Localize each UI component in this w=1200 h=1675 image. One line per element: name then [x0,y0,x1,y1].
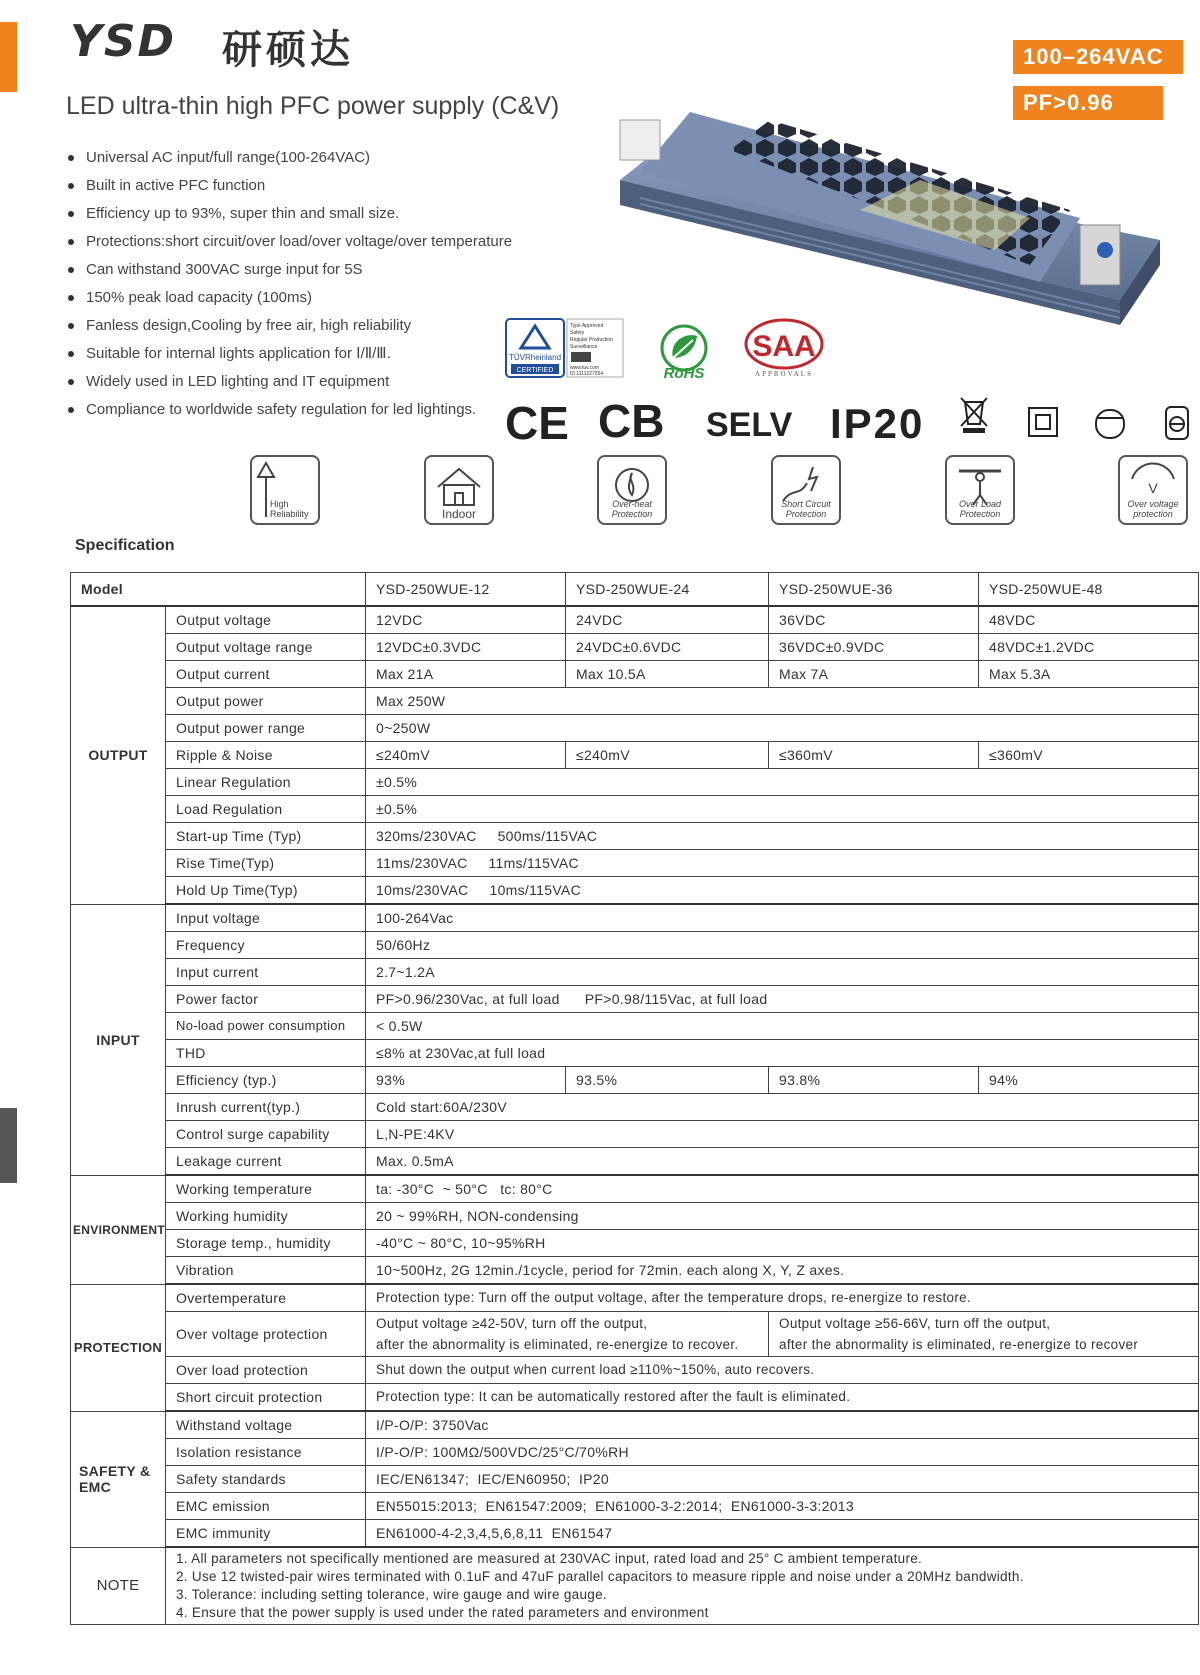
model-name: YSD-250WUE-12 [366,573,566,607]
over-load-protection-icon: Over Load Protection [945,455,1015,525]
svg-text:Regular Production: Regular Production [570,337,613,343]
feature-item: 150% peak load capacity (100ms) [66,284,586,312]
saa-approvals-logo [742,318,832,380]
svg-text:ID 1111227254: ID 1111227254 [570,371,604,377]
accent-bar-top [0,22,17,92]
limited-temperature-icon [1160,404,1198,444]
independent-unit-icon [1092,404,1130,444]
table-row: Frequency 50/60Hz [71,932,1199,959]
table-row: Ripple & Noise ≤240mV ≤240mV ≤360mV ≤360mV [71,742,1199,769]
table-row: Power factor PF>0.96/230Vac, at full load PF>0.98/115Vac, at full load [71,986,1199,1013]
table-row: Over load protection Shut down the output when current load ≥110%~150%, auto recovers. [71,1357,1199,1384]
feature-item: Widely used in LED lighting and IT equipment [66,368,586,396]
table-row: Working humidity 20 ~ 99%RH, NON-condensing [71,1203,1199,1230]
table-row: Short circuit protection Protection type: It can be automatically restored after the fault is eliminated. [71,1384,1199,1412]
table-row: No-load power consumption < 0.5W [71,1013,1199,1040]
tuv-brand-text: TÜVRheinland [508,353,562,362]
feature-item: Fanless design,Cooling by free air, high reliability [66,312,586,340]
table-row: ENVIRONMENT Working temperature ta: -30°C ~ 50°C tc: 80°C [71,1175,1199,1203]
table-row: Over voltage protection Output voltage ≥42-50V, turn off the output, after the abnormality is eliminated, re-energize to recover. Output voltage ≥56-66V, turn off the output, after the abnormality is eliminated, re-energize to recover [71,1312,1199,1357]
svg-text:V: V [1148,480,1158,496]
table-row: Start-up Time (Typ) 320ms/230VAC 500ms/115VAC [71,823,1199,850]
table-row: SAFETY & EMC Withstand voltage I/P-O/P: 3750Vac [71,1411,1199,1439]
group-safety-emc: SAFETY & EMC [71,1411,166,1547]
group-protection: PROTECTION [71,1284,166,1411]
table-row: EMC immunity EN61000-4-2,3,4,5,6,8,11 EN61547 [71,1520,1199,1548]
tuv-certified-text: CERTIFIED [516,367,554,374]
table-row: Isolation resistance I/P-O/P: 100MΩ/500VDC/25°C/70%RH [71,1439,1199,1466]
table-row: Storage temp., humidity -40°C ~ 80°C, 10~95%RH [71,1230,1199,1257]
table-row: THD ≤8% at 230Vac,at full load [71,1040,1199,1067]
table-row: Leakage current Max. 0.5mA [71,1148,1199,1176]
cb-mark: CB [598,395,665,447]
table-row: Output power Max 250W [71,688,1199,715]
table-row: OUTPUT Output voltage 12VDC 24VDC 36VDC 48VDC [71,606,1199,634]
tuv-certified-logo [505,318,625,380]
feature-item: Compliance to worldwide safety regulation for led lightings. [66,396,586,424]
svg-text:www.tuv.com: www.tuv.com [570,365,600,371]
accent-bar-middle [0,1108,17,1183]
brand-logo: YSD [70,16,177,67]
input-voltage-badge: 100–264VAC [1013,40,1183,74]
saa-approvals-text: APPROVALS [755,370,813,378]
table-row [71,573,1199,607]
weee-bin-icon [955,394,993,434]
model-name: YSD-250WUE-36 [769,573,979,607]
svg-text:Safety: Safety [570,330,585,336]
feature-list [66,144,586,424]
feature-item: Universal AC input/full range(100-264VAC) [66,144,586,172]
group-environment: ENVIRONMENT [71,1175,166,1284]
rohs-text: RoHS [663,365,705,380]
brand-logo-chinese: 研硕达 [222,28,354,72]
short-circuit-protection-icon: Short Circuit Protection [771,455,841,525]
feature-item: Built in active PFC function [66,172,586,200]
table-row: Hold Up Time(Typ) 10ms/230VAC 10ms/115VAC [71,877,1199,905]
table-row: Linear Regulation ±0.5% [71,769,1199,796]
table-row: Safety standards IEC/EN61347; IEC/EN60950; IP20 [71,1466,1199,1493]
svg-text:Type Approved: Type Approved [570,323,604,329]
table-row: EMC emission EN55015:2013; EN61547:2009; EN61000-3-2:2014; EN61000-3-3:2013 [71,1493,1199,1520]
table-row: Load Regulation ±0.5% [71,796,1199,823]
group-output: OUTPUT [71,606,166,904]
table-row: PROTECTION Overtemperature Protection type: Turn off the output voltage, after the temperature drops, re-energize to restore. [71,1284,1199,1312]
table-row: Vibration 10~500Hz, 2G 12min./1cycle, period for 72min. each along X, Y, Z axes. [71,1257,1199,1285]
table-row [71,1547,1199,1625]
table-row: Output current Max 21A Max 10.5A Max 7A Max 5.3A [71,661,1199,688]
indoor-icon: Indoor [424,455,494,525]
note-text: 1. All parameters not specifically mentioned are measured at 230VAC input, rated load and 25° C ambient temperature. 2. Use 12 twisted-pair wires terminated with 0.1uF and 47uF parallel capacitors to measure ripple and noise under a 20MHz bandwidth. 3. Tolerance: including setting tolerance, wire gauge and wire gauge. 4. Ensure that the power supply is used under the rated parameters and environment [166,1547,1199,1625]
svg-text:Surveillance: Surveillance [570,344,598,350]
model-label: Model [71,573,366,607]
group-input: INPUT [71,904,166,1175]
table-row: Rise Time(Typ) 11ms/230VAC 11ms/115VAC [71,850,1199,877]
table-row: Inrush current(typ.) Cold start:60A/230V [71,1094,1199,1121]
specification-table [70,572,1199,1625]
table-row: Output power range 0~250W [71,715,1199,742]
ip20-mark: IP20 [830,400,925,447]
feature-item: Efficiency up to 93%, super thin and small size. [66,200,586,228]
feature-item: Protections:short circuit/over load/over voltage/over temperature [66,228,586,256]
model-name: YSD-250WUE-24 [566,573,769,607]
selv-mark: SELV [706,406,793,444]
rohs-logo [655,324,713,380]
table-row: Efficiency (typ.) 93% 93.5% 93.8% 94% [71,1067,1199,1094]
table-row: Input current 2.7~1.2A [71,959,1199,986]
product-title: LED ultra-thin high PFC power supply (C&V) [66,92,560,120]
table-row: Output voltage range 12VDC±0.3VDC 24VDC±0.6VDC 36VDC±0.9VDC 48VDC±1.2VDC [71,634,1199,661]
product-image [600,100,1160,360]
class-ii-icon [1025,404,1063,444]
table-row: INPUT Input voltage 100-264Vac [71,904,1199,932]
power-factor-badge: PF>0.96 [1013,86,1163,120]
model-name: YSD-250WUE-48 [979,573,1199,607]
specification-heading: Specification [75,537,175,554]
ce-mark: CE [505,397,569,449]
group-note: NOTE [71,1547,166,1625]
table-row: Control surge capability L,N-PE:4KV [71,1121,1199,1148]
over-heat-protection-icon: Over-heat Protection [597,455,667,525]
over-voltage-protection-icon: V Over voltage protection [1118,455,1188,525]
feature-item: Suitable for internal lights application for Ⅰ/Ⅱ/Ⅲ. [66,340,586,368]
high-reliability-icon: High Reliability [250,455,320,525]
saa-text: SAA [752,330,816,363]
feature-item: Can withstand 300VAC surge input for 5S [66,256,586,284]
